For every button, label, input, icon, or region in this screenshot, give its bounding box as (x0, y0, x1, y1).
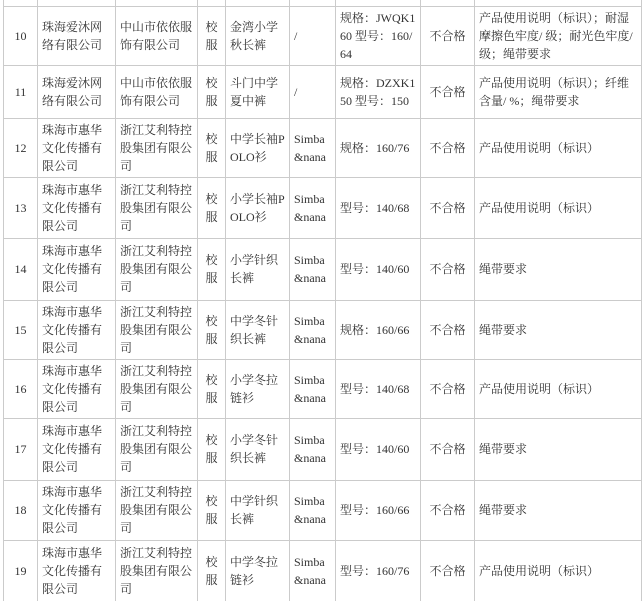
category-cell: 校服 (198, 359, 226, 418)
company-cell: 珠海市惠华文化传播有限公司 (38, 540, 116, 601)
product-name-cell: 小学冬拉链衫 (226, 359, 290, 418)
table-row (4, 118, 642, 177)
product-name-cell: 小学针织长裤 (226, 238, 290, 300)
row-number-cell: 10 (4, 6, 38, 65)
table-row (4, 540, 642, 601)
table-row (4, 65, 642, 118)
product-name-cell: 中学长袖POLO衫 (226, 118, 290, 177)
failed-items-cell: 绳带要求 (475, 238, 642, 300)
manufacturer-cell: 浙江艾利特控股集团有限公司 (116, 359, 198, 418)
brand-cell: Simba&nana (290, 177, 336, 238)
spec-model-cell: 型号：160/76 (336, 540, 421, 601)
table-row (4, 6, 642, 65)
company-cell: 珠海市惠华文化传播有限公司 (38, 418, 116, 480)
company-cell: 珠海爱沐网络有限公司 (38, 6, 116, 65)
category-cell: 校服 (198, 6, 226, 65)
result-cell: 不合格 (421, 300, 475, 359)
spec-model-cell: 规格：160/66 (336, 300, 421, 359)
category-cell: 校服 (198, 418, 226, 480)
table-body (4, 0, 642, 601)
manufacturer-cell: 中山市依依服饰有限公司 (116, 6, 198, 65)
table-row (4, 300, 642, 359)
table-row (4, 418, 642, 480)
failed-items-cell: 产品使用说明（标识）；耐湿摩擦色牢度/ 级；耐光色牢度/ 级；绳带要求 (475, 6, 642, 65)
spec-model-cell: 规格：JWQK160 型号：160/64 (336, 6, 421, 65)
inspection-results-table (3, 0, 642, 601)
company-cell: 珠海市惠华文化传播有限公司 (38, 238, 116, 300)
product-name-cell: 中学针织长裤 (226, 480, 290, 540)
table-row (4, 480, 642, 540)
table-row (4, 359, 642, 418)
result-cell: 不合格 (421, 359, 475, 418)
brand-cell: Simba&nana (290, 118, 336, 177)
failed-items-cell: 绳带要求 (475, 480, 642, 540)
product-name-cell: 小学长袖POLO衫 (226, 177, 290, 238)
failed-items-cell: 产品使用说明（标识） (475, 359, 642, 418)
category-cell: 校服 (198, 540, 226, 601)
brand-cell: Simba&nana (290, 359, 336, 418)
manufacturer-cell: 浙江艾利特控股集团有限公司 (116, 177, 198, 238)
spec-model-cell: 型号：140/60 (336, 418, 421, 480)
company-cell: 珠海市惠华文化传播有限公司 (38, 359, 116, 418)
spec-model-cell: 型号：140/60 (336, 238, 421, 300)
manufacturer-cell: 浙江艾利特控股集团有限公司 (116, 480, 198, 540)
spec-model-cell: 型号：160/66 (336, 480, 421, 540)
result-cell: 不合格 (421, 118, 475, 177)
category-cell: 校服 (198, 300, 226, 359)
manufacturer-cell: 浙江艾利特控股集团有限公司 (116, 300, 198, 359)
failed-items-cell: 产品使用说明（标识）；纤维含量/ %；绳带要求 (475, 65, 642, 118)
category-cell: 校服 (198, 65, 226, 118)
result-cell: 不合格 (421, 177, 475, 238)
row-number-cell: 19 (4, 540, 38, 601)
company-cell: 珠海爱沐网络有限公司 (38, 65, 116, 118)
result-cell: 不合格 (421, 65, 475, 118)
row-number-cell: 13 (4, 177, 38, 238)
category-cell: 校服 (198, 480, 226, 540)
brand-cell: / (290, 65, 336, 118)
company-cell: 珠海市惠华文化传播有限公司 (38, 300, 116, 359)
spec-model-cell: 规格：DZXK150 型号：150 (336, 65, 421, 118)
spec-model-cell: 型号：140/68 (336, 177, 421, 238)
brand-cell: / (290, 6, 336, 65)
table-row (4, 177, 642, 238)
brand-cell: Simba&nana (290, 238, 336, 300)
row-number-cell: 12 (4, 118, 38, 177)
product-name-cell: 斗门中学夏中裤 (226, 65, 290, 118)
result-cell: 不合格 (421, 540, 475, 601)
brand-cell: Simba&nana (290, 418, 336, 480)
brand-cell: Simba&nana (290, 480, 336, 540)
row-number-cell: 18 (4, 480, 38, 540)
failed-items-cell: 产品使用说明（标识） (475, 540, 642, 601)
failed-items-cell: 绳带要求 (475, 418, 642, 480)
category-cell: 校服 (198, 238, 226, 300)
manufacturer-cell: 中山市依依服饰有限公司 (116, 65, 198, 118)
result-cell: 不合格 (421, 238, 475, 300)
row-number-cell: 14 (4, 238, 38, 300)
failed-items-cell: 产品使用说明（标识） (475, 177, 642, 238)
row-number-cell: 11 (4, 65, 38, 118)
row-number-cell: 17 (4, 418, 38, 480)
brand-cell: Simba&nana (290, 540, 336, 601)
product-name-cell: 小学冬针织长裤 (226, 418, 290, 480)
result-cell: 不合格 (421, 418, 475, 480)
company-cell: 珠海市惠华文化传播有限公司 (38, 480, 116, 540)
manufacturer-cell: 浙江艾利特控股集团有限公司 (116, 118, 198, 177)
manufacturer-cell: 浙江艾利特控股集团有限公司 (116, 418, 198, 480)
failed-items-cell: 绳带要求 (475, 300, 642, 359)
table-row (4, 238, 642, 300)
failed-items-cell: 产品使用说明（标识） (475, 118, 642, 177)
product-name-cell: 中学冬针织长裤 (226, 300, 290, 359)
product-name-cell: 中学冬拉链衫 (226, 540, 290, 601)
spec-model-cell: 型号：140/68 (336, 359, 421, 418)
spec-model-cell: 规格：160/76 (336, 118, 421, 177)
company-cell: 珠海市惠华文化传播有限公司 (38, 177, 116, 238)
manufacturer-cell: 浙江艾利特控股集团有限公司 (116, 238, 198, 300)
company-cell: 珠海市惠华文化传播有限公司 (38, 118, 116, 177)
row-number-cell: 15 (4, 300, 38, 359)
product-name-cell: 金湾小学秋长裤 (226, 6, 290, 65)
category-cell: 校服 (198, 177, 226, 238)
manufacturer-cell: 浙江艾利特控股集团有限公司 (116, 540, 198, 601)
row-number-cell: 16 (4, 359, 38, 418)
brand-cell: Simba&nana (290, 300, 336, 359)
category-cell: 校服 (198, 118, 226, 177)
result-cell: 不合格 (421, 6, 475, 65)
result-cell: 不合格 (421, 480, 475, 540)
